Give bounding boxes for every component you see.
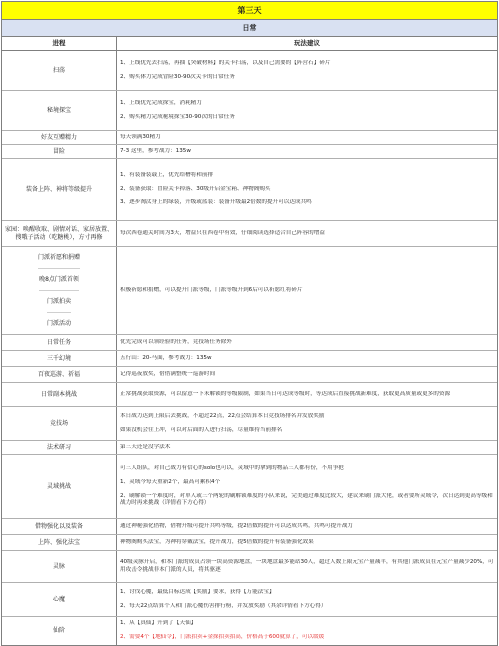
row-label: 上阵、强化法宝 [2, 535, 117, 550]
advice-line: 2、购买精力完成秘境探宝30-90次的日常任务 [120, 113, 235, 120]
day-title: 第三天 [2, 2, 497, 20]
advice-line: 神物阁购买法宝，为神将穿戴法宝，提升战力，提5倍数的提升有装备强化效果 [120, 538, 314, 545]
row-label: 家园：唤醒收取、剧情对话、家居放置、搜哦子活动（吃糖桃），方寸再修 [2, 221, 117, 246]
table-row [2, 455, 497, 519]
table-row [2, 583, 497, 617]
advice-line: 2、装备获取：冒险关卡掉落、30级开启金宝箱、神物阁购买 [120, 185, 271, 192]
row-label: 借物强化以及装备 [2, 519, 117, 534]
row-advice [117, 335, 497, 350]
row-label: 百夜巡游、祈福 [2, 367, 117, 382]
advice-line: 可三人组队，对自己战力有信心的solo也可以，灵域中的拿到的物品三人都有份，不用争抢 [120, 465, 344, 472]
row-label: 好友互赠精力 [2, 131, 117, 144]
row-label: 扫荡 [2, 51, 117, 90]
table-row [2, 535, 497, 551]
table-row [2, 131, 497, 145]
advice-line: 正常挑战获取资源，可以留意一下未解锁的等级限制，如果当日可达成等级时，等达成后直接挑战新难度，获取更高质量或更多的资源 [120, 390, 451, 397]
advice-line: 1、上线优先去扫荡，再抽【突破材料】的关卡扫荡，以及自己需要的【阵营石】碎片 [120, 59, 331, 66]
row-label: 灵脉 [2, 551, 117, 582]
row-advice [117, 351, 497, 366]
advice-line: 五行山：20-马面，参考战力：135w [120, 354, 212, 361]
advice-line: 通过神秘强化借物，借物升级可提升共鸣等级，提2倍数的提升可以达成共鸣，共鸣可提升战力 [120, 522, 353, 529]
table-row [2, 91, 497, 131]
section-title: 日常 [2, 20, 497, 37]
advice-line: 3、逐步淘汰身上的绿装，升级或蓝装：装备升级最2倍数的提升可以达成共鸣 [120, 199, 312, 206]
row-label: 门派祈愿和捐赠 [38, 247, 80, 269]
row-advice [117, 583, 497, 616]
row-advice [117, 617, 497, 645]
table-row [2, 351, 497, 367]
row-advice [117, 91, 497, 130]
row-label: 门派活动 [46, 319, 71, 327]
table-row [2, 367, 497, 383]
table-row [2, 441, 497, 455]
advice-line: 记得巡夜放奖，借借满整统一巡游时间 [120, 370, 216, 377]
table-row [2, 617, 497, 645]
row-advice [117, 519, 497, 534]
row-label: 灵域挑战 [2, 455, 117, 518]
advice-line: 2、购买体力完成冒险30-90次关卡的日常任务 [120, 73, 235, 80]
advice-line: 1、讨伐心魔，最低目标达成【奖励】要求，获得【万能法宝】 [120, 588, 275, 595]
row-advice [117, 247, 497, 334]
table-row [2, 51, 497, 91]
table-row [2, 159, 497, 221]
advice-line: 每天领满30精力 [120, 133, 161, 140]
row-label: 冒险 [2, 145, 117, 158]
advice-line: 1、从【真仙】升到了【天仙】 [120, 620, 197, 627]
advice-line-highlight: 2、需要4个【地仙令】，门派拍卖+金探拍卖拍高，价格高于600就算了，可以缓缓 [120, 634, 325, 640]
advice-line: 优先完成可以领经验的任务，竞技场任务除外 [120, 338, 232, 345]
table-row [2, 407, 497, 441]
row-label: 三千幻境 [2, 351, 117, 366]
row-advice [117, 131, 497, 144]
table-row [2, 221, 497, 247]
row-advice [117, 535, 497, 550]
row-label: 门派拍卖 [47, 291, 71, 313]
advice-line: 第三天还是没学法术 [120, 443, 171, 450]
row-label: 秘境探宝 [2, 91, 117, 130]
advice-line: 积极祈愿和捐赠，可以提升门派等级，门派等级升到6后可以祈愿红将碎片 [120, 286, 303, 293]
row-label: 日常任务 [2, 335, 117, 350]
table-header [2, 37, 497, 51]
column-header-progress: 进程 [2, 37, 117, 50]
advice-line: 每次西卷通关时间为3天，增益只在西卷中有效，仔细阅读选择适合自己阵容的增益 [120, 229, 325, 236]
row-label: 日常副本挑战 [2, 383, 117, 406]
row-label: 法术研习 [2, 441, 117, 454]
advice-line: 2、刷解锁一个难度时，对单人或三个两轮的刷解锁难度的小队来说，完美通过难度比较大，建议来刷门派大佬，或者要所灵域令，次日达到更高等级和战力时再来挑战（详情看下方心得） [120, 492, 493, 507]
row-label: 装备上阵、神将等级提升 [2, 159, 117, 220]
advice-line: 2、每天22点结算个人和门派心魔伤害排行榜，并发放奖励（其余详情看下方心得） [120, 602, 327, 609]
table-row [2, 519, 497, 535]
row-advice [117, 221, 497, 246]
row-advice [117, 441, 497, 454]
advice-line: 40级灵脉开启，和本门派的成员占领一块高资源地盘，一块地盘最多能站30人，超过人数上限元宝产量减半，有其他门派成员在元宝产量减少20%，可用攻击令挑战非本门派的人员，将其驱逐 [120, 558, 494, 573]
table-row [2, 335, 497, 351]
row-advice [117, 383, 497, 406]
row-advice [117, 551, 497, 582]
row-advice [117, 159, 497, 220]
table-row [2, 145, 497, 159]
row-label: 心魔 [2, 583, 117, 616]
row-advice [117, 145, 497, 158]
row-advice [117, 455, 497, 518]
row-label: 竞技场 [2, 407, 117, 440]
row-label: 晚8点门派首领 [39, 269, 79, 291]
advice-line: 1、有装备装载上，优先给槽将和前排 [120, 172, 214, 179]
row-label: 仙阶 [2, 617, 117, 645]
advice-line: 1、灵域今每天重新2个，最高可累积4个 [120, 478, 221, 485]
advice-line: 1、上线优先完成探宝，消耗精力 [120, 99, 202, 106]
column-header-advice: 玩法建议 [294, 39, 320, 47]
table-row [2, 247, 497, 335]
row-advice [117, 367, 497, 382]
sect-activities [2, 247, 117, 334]
row-advice [117, 407, 497, 440]
table-row [2, 551, 497, 583]
table-row [2, 383, 497, 407]
advice-line: 7-3 这里，参考战力：135w [120, 147, 191, 154]
advice-line: 如果没机会往上冲，可以对后面的人进行扫荡，尽量维持当前排名 [120, 426, 283, 433]
row-advice [117, 51, 497, 90]
guide-sheet [1, 1, 498, 646]
advice-line: 本日战力达到上限后去挑战，不超过22点，22点会结算本日竞技场排名并发放奖励 [120, 412, 325, 419]
